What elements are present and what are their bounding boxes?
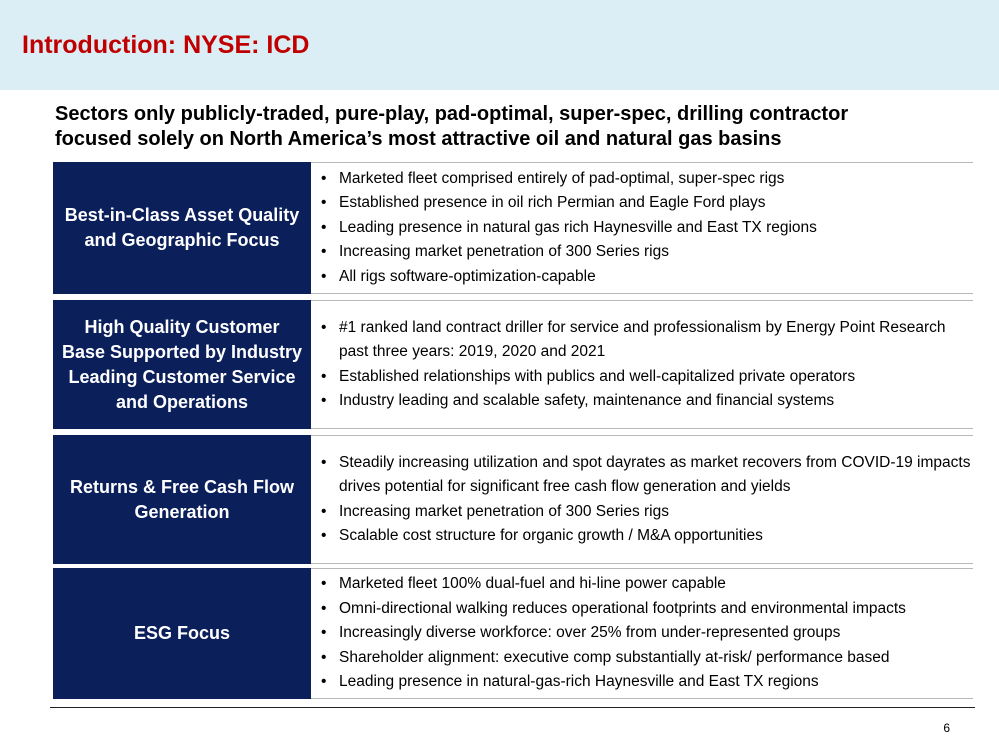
bullet-list [311,167,817,290]
row-content [311,568,973,699]
row-content [311,435,973,564]
slide-subtitle [55,102,975,152]
bullet-item: • All rigs software-optimization-capable [321,265,817,290]
page-number: 6 [943,721,950,735]
row-label: Best-in-Class Asset Quality and Geographic Focus [53,162,311,294]
table-row-esg [53,568,973,699]
bullet-item: • Industry leading and scalable safety, maintenance and financial systems [321,389,973,414]
bullet-item: • Shareholder alignment: executive comp substantially at-risk/ performance based [321,646,906,671]
row-content [311,300,973,429]
bullet-item: • Leading presence in natural-gas-rich Haynesville and East TX regions [321,670,906,695]
subtitle-line-2: focused solely on North America’s most attractive oil and natural gas basins [55,128,782,150]
bullet-list [311,572,906,695]
table-row-asset-quality [53,162,973,294]
bullet-item: • Marketed fleet 100% dual-fuel and hi-line power capable [321,572,906,597]
row-label: High Quality Customer Base Supported by Industry Leading Customer Service and Operations [53,300,311,429]
bullet-item: • #1 ranked land contract driller for service and professionalism by Energy Point Research past three years: 2019, 2020 and 2021 [321,316,973,365]
bullet-item: • Scalable cost structure for organic growth / M&A opportunities [321,524,973,549]
bullet-list [311,451,973,549]
bullet-item: • Increasing market penetration of 300 Series rigs [321,500,973,525]
slide-title: Introduction: NYSE: ICD [22,31,310,59]
bullet-list [311,316,973,414]
bullet-item: • Established presence in oil rich Permian and Eagle Ford plays [321,191,817,216]
row-content [311,162,973,294]
bullet-item: • Increasingly diverse workforce: over 25% from under-represented groups [321,621,906,646]
bullet-item: • Established relationships with publics and well-capitalized private operators [321,365,973,390]
bullet-item: • Steadily increasing utilization and spot dayrates as market recovers from COVID-19 impacts drives potential for significant free cash flow generation and yields [321,451,973,500]
bullet-item: • Omni-directional walking reduces operational footprints and environmental impacts [321,597,906,622]
subtitle-line-1: Sectors only publicly-traded, pure-play, pad-optimal, super-spec, drilling contractor [55,103,849,125]
table-row-customer-base [53,300,973,429]
table-row-returns [53,435,973,564]
row-label: Returns & Free Cash Flow Generation [53,435,311,564]
bullet-item: • Increasing market penetration of 300 Series rigs [321,240,817,265]
row-label: ESG Focus [53,568,311,699]
footer-divider [50,707,975,708]
bullet-item: • Leading presence in natural gas rich Haynesville and East TX regions [321,216,817,241]
bullet-item: • Marketed fleet comprised entirely of pad-optimal, super-spec rigs [321,167,817,192]
